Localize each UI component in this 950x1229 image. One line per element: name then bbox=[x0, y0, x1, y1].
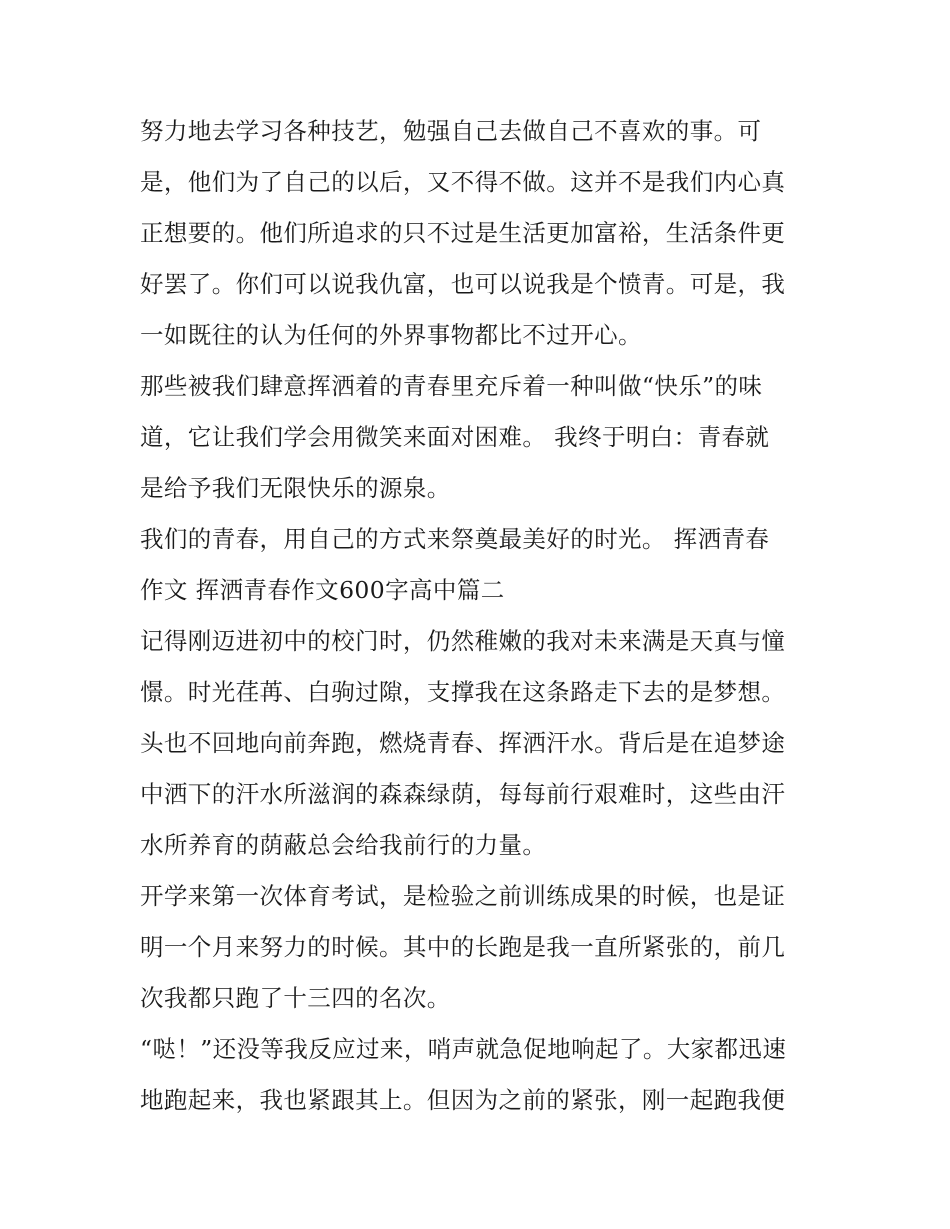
text-line: 记得刚迈进初中的校门时，仍然稚嫩的我对未来满是天真与憧 bbox=[140, 627, 786, 655]
text-line: 次我都只跑了十三四的名次。 bbox=[140, 984, 451, 1012]
text-line: “哒！”还没等我反应过来，哨声就急促地响起了。大家都迅速 bbox=[140, 1035, 787, 1063]
text-line: 中洒下的汗水所滋润的森森绿荫，每每前行艰难时，这些由汗 bbox=[140, 780, 786, 808]
text-line: 一如既往的认为任何的外界事物都比不过开心。 bbox=[140, 321, 642, 349]
text-line: 道，它让我们学会用微笑来面对困难。 我终于明白：青春就 bbox=[140, 423, 770, 451]
text-line: 明一个月来努力的时候。其中的长跑是我一直所紧张的，前几 bbox=[140, 933, 786, 961]
text-line: 开学来第一次体育考试，是检验之前训练成果的时候，也是证 bbox=[140, 882, 786, 910]
text-line: 那些被我们肆意挥洒着的青春里充斥着一种叫做“快乐”的味 bbox=[140, 372, 763, 400]
text-line: 正想要的。他们所追求的只不过是生活更加富裕，生活条件更 bbox=[140, 219, 786, 247]
text-line: 作文 挥洒青春作文600字高中篇二 bbox=[140, 576, 505, 604]
text-line: 地跑起来，我也紧跟其上。但因为之前的紧张，刚一起跑我便 bbox=[140, 1086, 786, 1114]
text-line: 水所养育的荫蔽总会给我前行的力量。 bbox=[140, 831, 547, 859]
text-line: 我们的青春，用自己的方式来祭奠最美好的时光。 挥洒青春 bbox=[140, 525, 770, 553]
text-line: 憬。时光荏苒、白驹过隙，支撑我在这条路走下去的是梦想。 bbox=[140, 678, 786, 706]
text-line: 是，他们为了自己的以后，又不得不做。这并不是我们内心真 bbox=[140, 168, 786, 196]
text-line: 头也不回地向前奔跑，燃烧青春、挥洒汗水。背后是在追梦途 bbox=[140, 729, 786, 757]
text-line: 是给予我们无限快乐的源泉。 bbox=[140, 474, 451, 502]
text-line: 努力地去学习各种技艺，勉强自己去做自己不喜欢的事。可 bbox=[140, 117, 762, 145]
text-line: 好罢了。你们可以说我仇富，也可以说我是个愤青。可是，我 bbox=[140, 270, 786, 298]
document-text bbox=[140, 106, 820, 1126]
